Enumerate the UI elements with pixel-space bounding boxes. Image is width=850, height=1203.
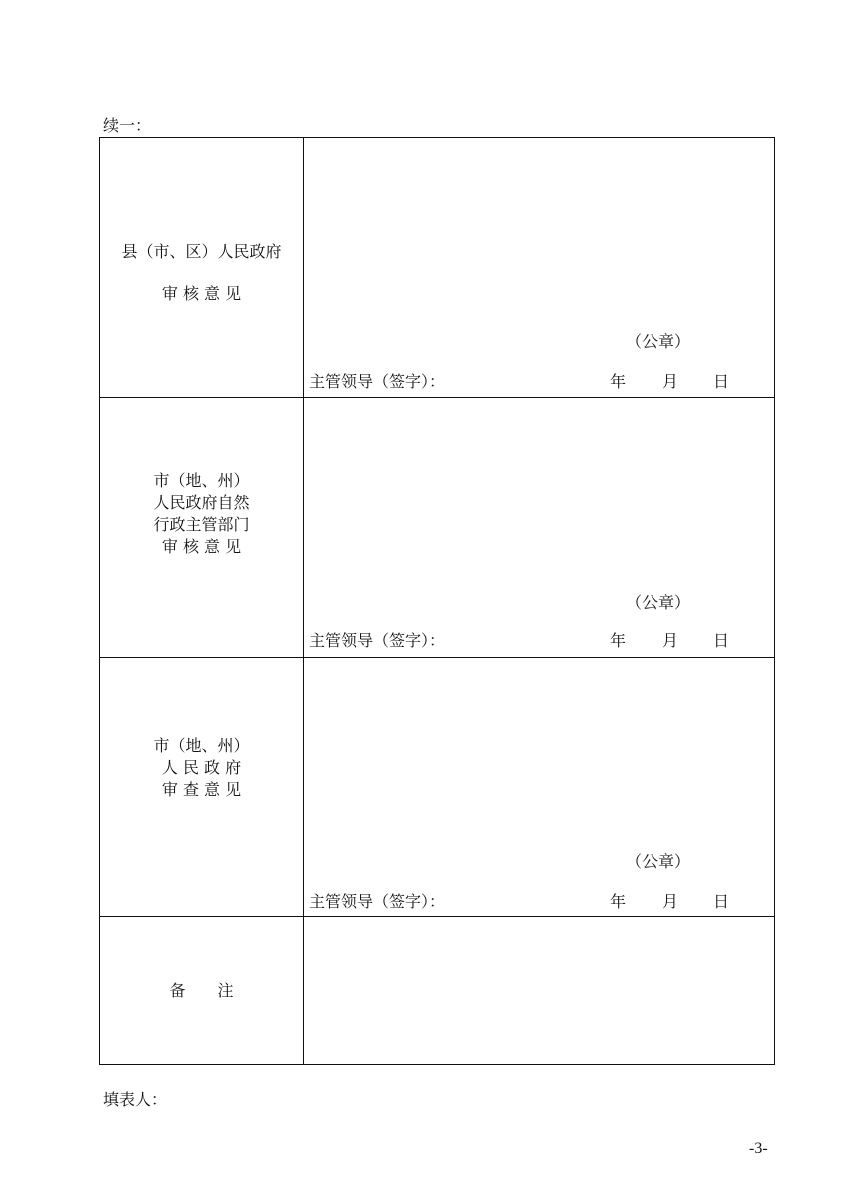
label-line: 备 注 [169,980,234,1000]
row-remarks [100,916,774,1064]
label-city-dept-review [100,398,304,657]
seal-label: （公章） [626,852,691,871]
label-line: 市（地、州） [153,736,250,755]
remarks-area[interactable] [304,917,774,1064]
date-year: 年 [610,372,627,391]
row-city-gov-review [100,657,774,916]
date-month: 月 [662,631,679,650]
row-city-dept-review [100,397,774,657]
date-day: 日 [713,892,730,911]
seal-label: （公章） [626,593,691,612]
review-opinion-table [99,137,775,1065]
opinion-area-city-dept[interactable] [304,398,774,657]
date-year: 年 [610,631,627,650]
signer-label: 主管领导（签字）： [309,892,446,911]
filler-label: 填表人： [103,1090,168,1109]
label-remarks [100,917,304,1064]
row-county-review [100,138,774,397]
label-city-gov-review [100,658,304,916]
label-line: 审 核 意 见 [161,536,242,556]
continued-label: 续一： [103,116,152,135]
date-month: 月 [662,892,679,911]
label-line: 人民政府自然 [153,492,250,512]
date-day: 日 [713,372,730,391]
label-line: 行政主管部门 [153,514,250,534]
seal-label: （公章） [626,332,691,351]
date-month: 月 [662,372,679,391]
signer-label: 主管领导（签字）： [309,372,446,391]
label-line: 审 查 意 见 [161,780,242,799]
date-year: 年 [610,892,627,911]
label-line: 审 核 意 见 [161,283,242,303]
signer-label: 主管领导（签字）： [309,631,446,650]
page-number: -3- [749,1140,768,1157]
label-line: 人 民 政 府 [161,758,242,777]
label-line: 县（市、区）人民政府 [121,241,282,261]
date-day: 日 [713,631,730,650]
opinion-area-county[interactable] [304,138,774,397]
label-line: 市（地、州） [153,470,250,490]
label-county-review [100,138,304,397]
opinion-area-city-gov[interactable] [304,658,774,916]
